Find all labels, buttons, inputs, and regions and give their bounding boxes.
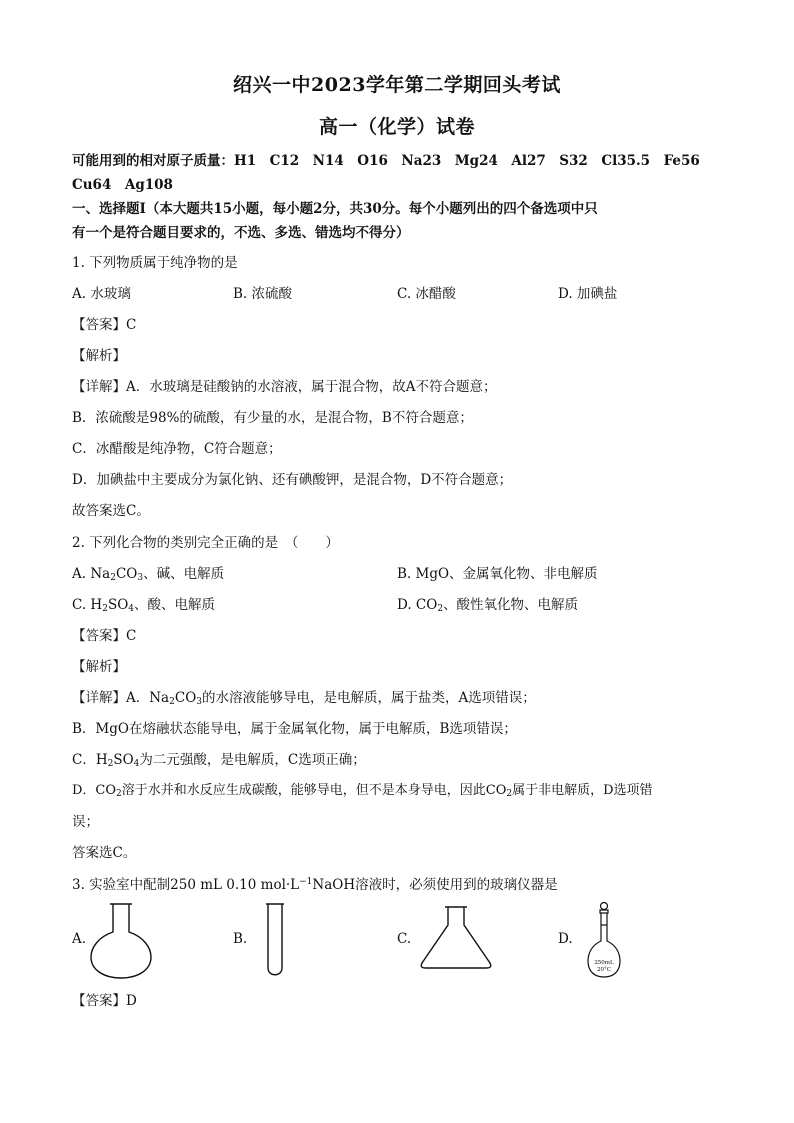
- q3-stem: 3. 实验室中配制250 mL 0.10 $mol\cdot L^{-1}NaOH$溶液时，必须使用到的玻璃仪器是: [72, 877, 558, 893]
- q2-detail-d: D．$CO_2$溶于水并和水反应生成碳酸，能够导电，但不是本身导电，因此$CO_2$属于非电解质，D选项错: [72, 783, 653, 799]
- q2-option-d: D. $CO_2$、酸性氧化物、电解质: [397, 597, 579, 614]
- flask-volume-text: 250mL: [594, 960, 614, 966]
- q1-option-d: D. 加碘盐: [558, 286, 618, 302]
- q3-option-c-label: C.: [397, 931, 412, 947]
- q3-option-d-label: D.: [558, 931, 573, 947]
- q1-option-c: C. 冰醋酸: [397, 286, 456, 302]
- q2-detail-b: B．MgO在熔融状态能导电，属于金属氧化物，属于电解质，B选项错误；: [72, 721, 517, 737]
- flask-temp-text: 20°C: [597, 967, 611, 973]
- q2-detail-a: 【详解】A．$Na_2CO_3$的水溶液能够导电，是电解质，属于盐类，A选项错误；: [72, 690, 536, 707]
- section-heading-line1: 一、选择题Ⅰ（本大题共15小题，每小题2分，共30分。每个小题列出的四个备选项中只: [72, 201, 598, 217]
- q1-conclusion: 故答案选C。: [72, 503, 150, 519]
- atomic-mass-line1: 可能用到的相对原子质量：H1 C12 N14 O16 Na23 Mg24 Al27 S32 Cl35.5 Fe56: [72, 153, 700, 169]
- q1-detail-c: C．冰醋酸是纯净物，C符合题意；: [72, 441, 282, 457]
- q1-detail-a: 【详解】A．水玻璃是硅酸钠的水溶液，属于混合物，故A不符合题意；: [72, 379, 497, 395]
- q1-detail-d: D．加碘盐中主要成分为氯化钠、还有碘酸钾，是混合物，D不符合题意；: [72, 472, 513, 488]
- q2-detail-c: C．$H_2SO_4$为二元强酸，是电解质，C选项正确；: [72, 752, 366, 769]
- round-bottom-flask-icon: [88, 900, 154, 980]
- q2-detail-d-cont: 误；: [72, 814, 99, 830]
- q2-stem: 2. 下列化合物的类别完全正确的是 （ ）: [72, 535, 339, 551]
- q1-answer: 【答案】C: [72, 317, 137, 333]
- q1-option-a: A. 水玻璃: [72, 286, 131, 302]
- q1-stem: 1. 下列物质属于纯净物的是: [72, 255, 238, 271]
- volumetric-flask-icon: [586, 901, 622, 979]
- q1-detail-b: B．浓硫酸是98%的硫酸，有少量的水，是混合物，B不符合题意；: [72, 410, 473, 426]
- q2-option-c: C. $H_2SO_4$、酸、电解质: [72, 597, 216, 614]
- q1-option-b: B. 浓硫酸: [233, 286, 293, 302]
- q1-analysis-tag: 【解析】: [72, 348, 126, 364]
- exam-title: 绍兴一中2023学年第二学期回头考试: [233, 74, 561, 96]
- section-heading-line2: 有一个是符合题目要求的，不选、多选、错选均不得分）: [72, 225, 410, 241]
- q3-option-b-label: B.: [233, 931, 248, 947]
- q2-option-a: A. $Na_2CO_3$、碱、电解质: [72, 566, 225, 583]
- conical-flask-icon: [418, 905, 494, 969]
- q3-option-a-label: A.: [72, 931, 87, 947]
- q2-answer: 【答案】C: [72, 628, 137, 644]
- q2-conclusion: 答案选C。: [72, 845, 137, 861]
- atomic-mass-line2: Cu64 Ag108: [72, 177, 173, 193]
- q2-option-b: B. MgO、金属氧化物、非电解质: [397, 566, 598, 582]
- q2-analysis-tag: 【解析】: [72, 659, 126, 675]
- test-tube-icon: [263, 902, 287, 978]
- exam-subtitle: 高一（化学）试卷: [318, 116, 475, 138]
- q3-answer: 【答案】D: [72, 993, 137, 1009]
